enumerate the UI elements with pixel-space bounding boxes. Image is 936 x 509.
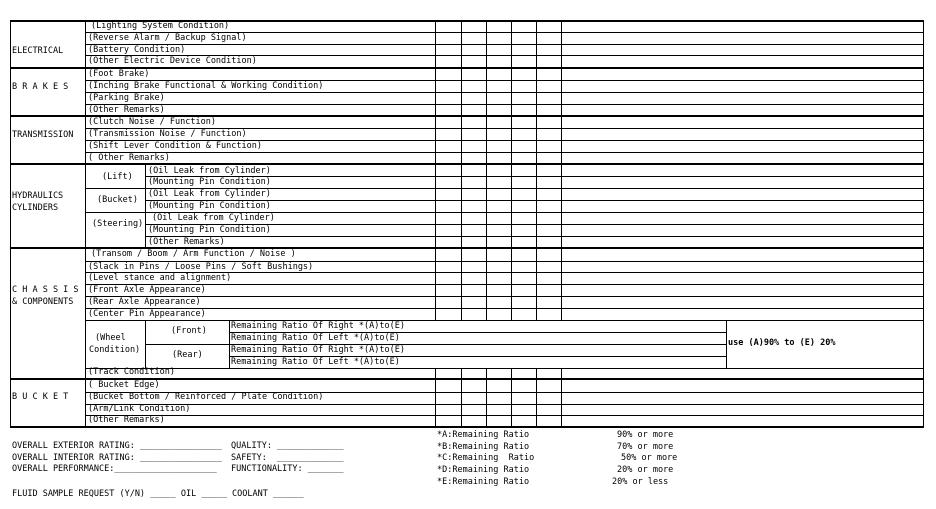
legend-value: 20% or more — [617, 465, 674, 475]
section-label-components: & COMPONENTS — [12, 297, 74, 307]
checklist-item: (Other Remarks) — [88, 415, 165, 425]
checklist-item: (Oil Leak from Cylinder) — [152, 213, 275, 223]
legend-key: *B:Remaining Ratio — [437, 442, 530, 452]
quality-field[interactable]: QUALITY: _____________ — [231, 441, 344, 451]
legend-value: 20% or less — [612, 477, 669, 487]
checklist-item: (Oil Leak from Cylinder) — [148, 166, 271, 176]
wheel-rear-label: (Rear) — [172, 350, 203, 360]
exterior-rating-field[interactable]: OVERALL EXTERIOR RATING: ________________ — [12, 441, 222, 451]
section-label-hydraulics: HYDRAULICS — [12, 191, 64, 201]
fluid-sample-request-field[interactable]: FLUID SAMPLE REQUEST (Y/N) _____ OIL _____ COOLANT ______ — [12, 489, 304, 499]
checklist-item: (Battery Condition) — [88, 45, 186, 55]
interior-rating-field[interactable]: OVERALL INTERIOR RATING: ________________ — [12, 453, 222, 463]
checklist-item: (Mounting Pin Condition) — [148, 225, 271, 235]
checklist-item: (Rear Axle Appearance) — [88, 297, 201, 307]
checklist-item: (Parking Brake) — [88, 93, 165, 103]
checklist-item: (Bucket Bottom / Reinforced / Plate Condition) — [88, 392, 324, 402]
checklist-item: (Level stance and alignment) — [88, 273, 232, 283]
legend-key: *D:Remaining Ratio — [437, 465, 530, 475]
section-label-cylinders: CYLINDERS — [12, 203, 59, 213]
checklist-item: (Lighting System Condition) — [91, 21, 230, 31]
hydraulic-group-lift: (Lift) — [102, 172, 133, 182]
checklist-item: (Center Pin Appearance) — [88, 309, 206, 319]
checklist-item: (Front Axle Appearance) — [88, 285, 206, 295]
checklist-item: (Track Condition) — [88, 367, 175, 377]
wheel-condition-label: (Wheel — [95, 333, 126, 343]
legend-value: 90% or more — [617, 430, 674, 440]
checklist-item: (Slack in Pins / Loose Pins / Soft Bushings) — [88, 262, 314, 272]
checklist-item: (Shift Lever Condition & Function) — [88, 141, 262, 151]
safety-field[interactable]: SAFETY: _____________ — [231, 453, 344, 463]
checklist-item: (Reverse Alarm / Backup Signal) — [88, 33, 247, 43]
wheel-condition-label: Condition) — [89, 345, 141, 355]
legend-key: *C:Remaining Ratio — [437, 453, 535, 463]
legend-value: 70% or more — [617, 442, 674, 452]
wheel-ratio-row: Remaining Ratio Of Right *(A)to(E) — [231, 345, 405, 355]
checklist-item: (Arm/Link Condition) — [88, 404, 191, 414]
checklist-item: (Other Remarks) — [148, 237, 225, 247]
checklist-item: (Mounting Pin Condition) — [148, 177, 271, 187]
wheel-ratio-note: use (A)90% to (E) 20% — [728, 338, 836, 348]
hydraulic-group-steering: (Steering) — [92, 219, 144, 229]
wheel-front-label: (Front) — [171, 326, 207, 336]
checklist-item: ( Bucket Edge) — [88, 380, 160, 390]
legend-key: *A:Remaining Ratio — [437, 430, 530, 440]
checklist-item: (Mounting Pin Condition) — [148, 201, 271, 211]
wheel-ratio-row: Remaining Ratio Of Left *(A)to(E) — [231, 357, 400, 367]
checklist-item: (Clutch Noise / Function) — [88, 117, 216, 127]
performance-rating-field[interactable]: OVERALL PERFORMANCE:____________________ — [12, 464, 217, 474]
checklist-item: ( Other Remarks) — [88, 153, 170, 163]
checklist-item: (Inching Brake Functional & Working Condition) — [88, 81, 324, 91]
legend-key: *E:Remaining Ratio — [437, 477, 530, 487]
checklist-item: (Other Electric Device Condition) — [88, 56, 257, 66]
checklist-item: (Oil Leak from Cylinder) — [148, 189, 271, 199]
checklist-item: (Other Remarks) — [88, 105, 165, 115]
checklist-item: (Foot Brake) — [88, 69, 150, 79]
section-label-electrical: ELECTRICAL — [12, 46, 64, 56]
inspection-checklist-table — [10, 20, 924, 428]
section-label-transmission: TRANSMISSION — [12, 130, 74, 140]
checklist-item: (Transom / Boom / Arm Function / Noise ) — [91, 249, 296, 259]
section-label-chassis: C H A S S I S — [12, 285, 79, 295]
functionality-field[interactable]: FUNCTIONALITY: _______ — [231, 464, 344, 474]
wheel-ratio-row: Remaining Ratio Of Right *(A)to(E) — [231, 321, 405, 331]
section-label-bucket: B U C K E T — [12, 392, 69, 402]
wheel-ratio-row: Remaining Ratio Of Left *(A)to(E) — [231, 333, 400, 343]
hydraulic-group-bucket: (Bucket) — [97, 195, 138, 205]
section-label-brakes: B R A K E S — [12, 82, 69, 92]
legend-value: 50% or more — [621, 453, 678, 463]
checklist-item: (Transmission Noise / Function) — [88, 129, 247, 139]
